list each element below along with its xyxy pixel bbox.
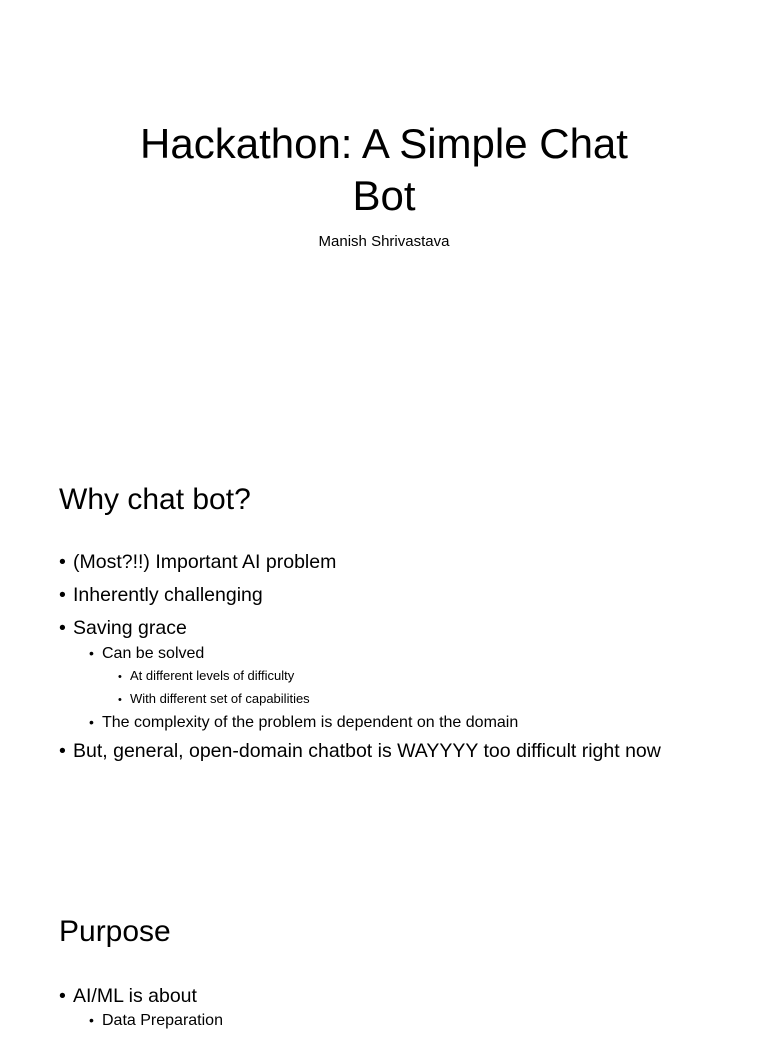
bullet-dot: • — [59, 551, 66, 573]
author-name: Manish Shrivastava — [318, 233, 450, 250]
bullet-dot: • — [118, 694, 122, 706]
bullet-dot: • — [59, 584, 66, 606]
slide-heading: Purpose — [59, 915, 171, 948]
sub-bullet-item — [59, 643, 749, 664]
bullet-list — [59, 984, 749, 1033]
bullet-dot: • — [89, 645, 94, 661]
bullet-text: AI/ML is about — [73, 985, 197, 1007]
bullet-text: With different set of capabilities — [130, 691, 310, 706]
presentation-title — [84, 118, 684, 222]
sub-sub-bullet-item — [59, 689, 749, 710]
bullet-text: (Most?!!) Important AI problem — [73, 551, 337, 573]
bullet-item — [59, 550, 749, 574]
bullet-dot: • — [59, 985, 66, 1007]
bullet-dot: • — [118, 671, 122, 683]
sub-bullet-item — [59, 1010, 749, 1031]
bullet-text: At different levels of difficulty — [130, 668, 295, 683]
title-line-2: Bot — [352, 172, 416, 219]
slide-heading: Why chat bot? — [59, 483, 251, 516]
bullet-dot: • — [89, 1012, 94, 1028]
bullet-item — [59, 616, 749, 640]
bullet-text: The complexity of the problem is dependent on the domain — [102, 714, 519, 731]
sub-sub-bullet-item — [59, 666, 749, 687]
why-chatbot-slide — [0, 432, 768, 864]
title-line-1: Hackathon: A Simple Chat — [140, 120, 628, 167]
bullet-text: Can be solved — [102, 645, 205, 662]
bullet-dot: • — [59, 740, 66, 762]
bullet-dot: • — [59, 617, 66, 639]
bullet-dot: • — [89, 714, 94, 730]
title-slide — [0, 0, 768, 432]
bullet-list — [59, 550, 749, 772]
sub-bullet-item — [59, 712, 749, 733]
bullet-text: But, general, open-domain chatbot is WAYYYY too difficult right now — [73, 740, 661, 762]
bullet-text: Inherently challenging — [73, 584, 263, 606]
bullet-text: Data Preparation — [102, 1012, 223, 1029]
bullet-item — [59, 984, 749, 1008]
purpose-slide — [0, 864, 768, 1064]
bullet-item — [59, 739, 749, 763]
bullet-text: Saving grace — [73, 617, 187, 639]
bullet-item — [59, 583, 749, 607]
